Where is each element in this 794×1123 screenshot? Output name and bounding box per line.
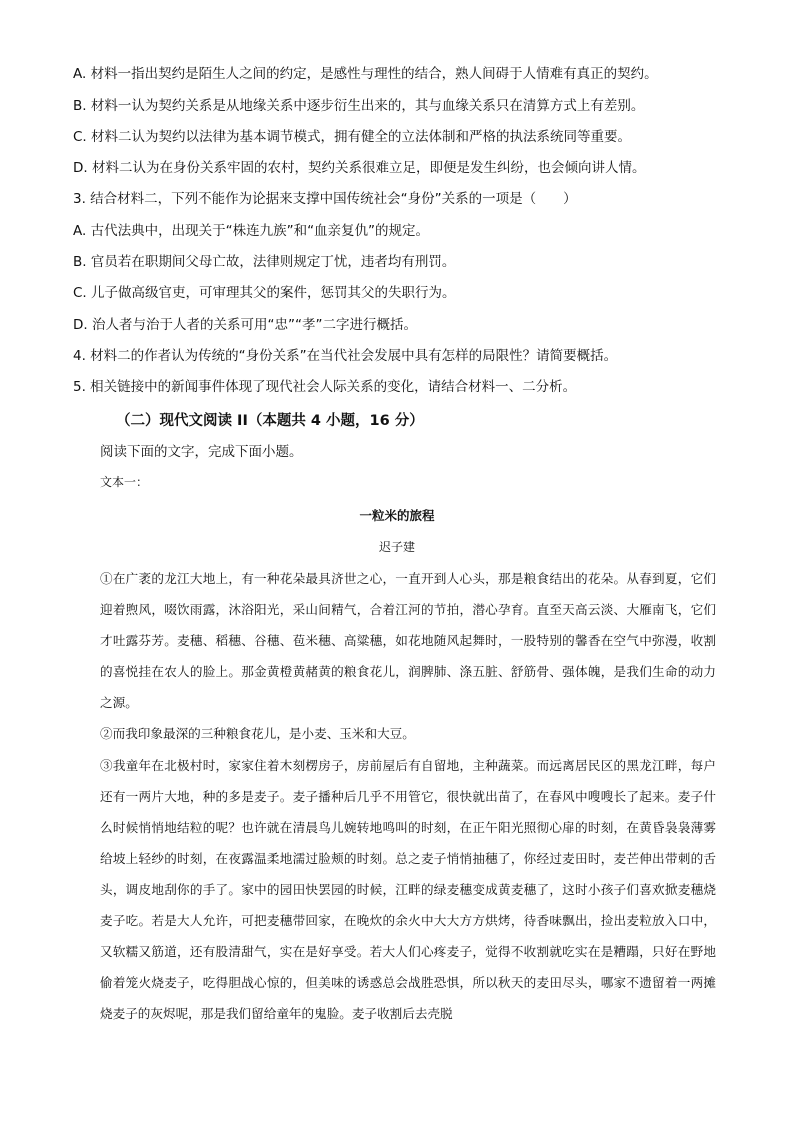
q5-stem: 5. 相关链接中的新闻事件体现了现代社会人际关系的变化，请结合材料一、二分析。 bbox=[73, 379, 577, 395]
article-paragraph-1: ①在广袤的龙江大地上，有一种花朵最具济世之心，一直开到人心头，那是粮食结出的花朵。从春到夏，它们迎着煦风，啜饮雨露，沐浴阳光，采山间精气，合着江河的节拍，潜心孕育。直至天高云淡、大雁南飞，它们才吐露芬芳。麦穗、稻穗、谷穗、苞米穗、高粱穗，如花地随风起舞时，一股特别的馨香在空气中弥漫，收割的喜悦挂在农人的脸上。那金黄橙黄赭黄的粮食花儿，润脾肺、涤五脏、舒筋骨、强体魄，是我们生命的动力之源。 bbox=[100, 571, 716, 711]
article-title: 一粒米的旅程 bbox=[359, 508, 435, 523]
article-body bbox=[100, 563, 716, 1029]
article-paragraph-2: ②而我印象最深的三种粮食花儿，是小麦、玉米和大豆。 bbox=[100, 726, 415, 742]
q2-option-b: B. 材料一认为契约关系是从地缘关系中逐步衍生出来的，其与血缘关系只在清算方式上有差别。 bbox=[73, 98, 645, 114]
article-author: 迟子建 bbox=[378, 540, 415, 554]
q3-stem: 3. 结合材料二，下列不能作为论据来支撑中国传统社会“身份”关系的一项是（ ） bbox=[73, 191, 577, 207]
q3-option-d: D. 治人者与治于人者的关系可用“忠”“孝”二字进行概括。 bbox=[73, 317, 417, 333]
article-paragraph-3: ③我童年在北极村时，家家住着木刻楞房子，房前屋后有自留地，主种蔬菜。而远离居民区的黑龙江畔，每户还有一两片大地，种的多是麦子。麦子播种后几乎不用管它，很快就出苗了，在春风中嗖嗖长了起来。麦子什么时候悄悄地结粒的呢？也许就在清晨鸟儿婉转地鸣叫的时刻，在正午阳光照彻心扉的时刻，在黄昏袅袅薄雾给坡上轻纱的时刻，在夜露温柔地濡过脸颊的时刻。总之麦子悄悄抽穗了，你经过麦田时，麦芒伸出带刺的舌头，调皮地刮你的手了。家中的园田快罢园的时候，江畔的绿麦穗变成黄麦穗了，这时小孩子们喜欢掀麦穗烧麦子吃。若是大人允许，可把麦穗带回家，在晚炊的余火中大大方方烘烤，待香味飘出，捡出麦粒放入口中，又软糯又筋道，还有股清甜气，实在是好享受。若大人们心疼麦子，觉得不收割就吃实在是糟蹋，只好在野地偷着笼火烧麦子，吃得胆战心惊的，但美味的诱惑总会战胜恐惧，所以秋天的麦田尽头，哪家不遗留着一两摊烧麦子的灰烬呢，那是我们留给童年的鬼脸。麦子收割后去壳脱 bbox=[100, 757, 716, 1022]
section-instruction: 阅读下面的文字，完成下面小题。 bbox=[100, 444, 303, 460]
q2-option-d: D. 材料二认为在身份关系牢固的农村，契约关系很难立足，即便是发生纠纷，也会倾向讲人情。 bbox=[73, 160, 646, 176]
q2-option-a: A. 材料一指出契约是陌生人之间的约定，是感性与理性的结合，熟人间碍于人情难有真正的契约。 bbox=[73, 66, 658, 82]
q4-stem: 4. 材料二的作者认为传统的“身份关系”在当代社会发展中具有怎样的局限性？请简要概括。 bbox=[73, 348, 618, 364]
section-heading: （二）现代文阅读 II（本题共 4 小题，16 分） bbox=[116, 413, 424, 429]
q3-option-c: C. 儿子做高级官吏，可审理其父的案件，惩罚其父的失职行为。 bbox=[73, 285, 456, 301]
text-label: 文本一： bbox=[100, 475, 149, 489]
q3-option-b: B. 官员若在职期间父母亡故，法律则规定丁忧，违者均有刑罚。 bbox=[73, 254, 456, 270]
q2-option-c: C. 材料二认为契约以法律为基本调节模式，拥有健全的立法体制和严格的执法系统同等重要。 bbox=[73, 129, 632, 145]
q3-option-a: A. 古代法典中，出现关于“株连九族”和“血亲复仇”的规定。 bbox=[73, 223, 430, 239]
